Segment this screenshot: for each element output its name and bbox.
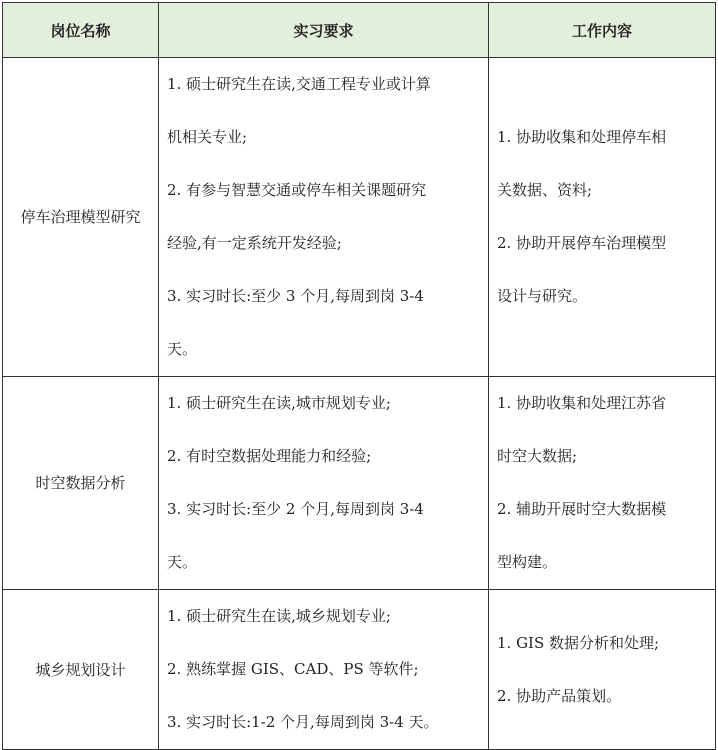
requirements-cell [159, 377, 489, 590]
requirement-line: 经验,有一定系统开发经验; [167, 234, 342, 252]
requirement-line: 2. 有参与智慧交通或停车相关课题研究 [167, 181, 427, 199]
duties-cell [489, 377, 716, 590]
requirement-line: 3. 实习时长:至少 2 个月,每周到岗 3-4 [167, 500, 424, 518]
duty-line: 2. 辅助开展时空大数据模 [497, 500, 667, 518]
requirements-cell [159, 58, 489, 377]
header-position: 岗位名称 [3, 3, 159, 58]
duty-line: 2. 协助产品策划。 [497, 686, 622, 705]
header-row [3, 3, 716, 58]
duty-line: 1. 协助收集和处理江苏省 [497, 394, 667, 412]
duty-line: 1. GIS 数据分析和处理; [497, 633, 660, 652]
requirement-line: 1. 硕士研究生在读,交通工程专业或计算 [167, 75, 431, 93]
position-name: 停车治理模型研究 [3, 58, 159, 377]
requirement-line: 2. 有时空数据处理能力和经验; [167, 447, 372, 465]
requirement-line: 机相关专业; [167, 128, 248, 146]
duties-cell [489, 58, 716, 377]
duties-cell [489, 590, 716, 750]
duty-line: 2. 协助开展停车治理模型 [497, 234, 667, 252]
duty-line: 关数据、资料; [497, 181, 593, 199]
position-name: 城乡规划设计 [3, 590, 159, 750]
requirement-line: 1. 硕士研究生在读,城乡规划专业; [167, 607, 391, 625]
header-duties: 工作内容 [489, 3, 716, 58]
duty-line: 型构建。 [497, 553, 558, 571]
requirement-line: 3. 实习时长:1-2 个月,每周到岗 3-4 天。 [167, 713, 439, 731]
duty-line: 时空大数据; [497, 447, 578, 465]
table-row [3, 590, 716, 750]
table-row [3, 58, 716, 377]
requirement-line: 2. 熟练掌握 GIS、CAD、PS 等软件; [167, 660, 419, 678]
requirement-line: 1. 硕士研究生在读,城市规划专业; [167, 394, 391, 412]
table-row [3, 377, 716, 590]
requirement-line: 3. 实习时长:至少 3 个月,每周到岗 3-4 [167, 287, 424, 305]
header-requirements: 实习要求 [159, 3, 489, 58]
internship-table [2, 2, 716, 750]
requirements-cell [159, 590, 489, 750]
position-name: 时空数据分析 [3, 377, 159, 590]
requirement-line: 天。 [167, 340, 198, 358]
duty-line: 1. 协助收集和处理停车相 [497, 128, 667, 146]
requirement-line: 天。 [167, 553, 198, 571]
duty-line: 设计与研究。 [497, 287, 588, 305]
